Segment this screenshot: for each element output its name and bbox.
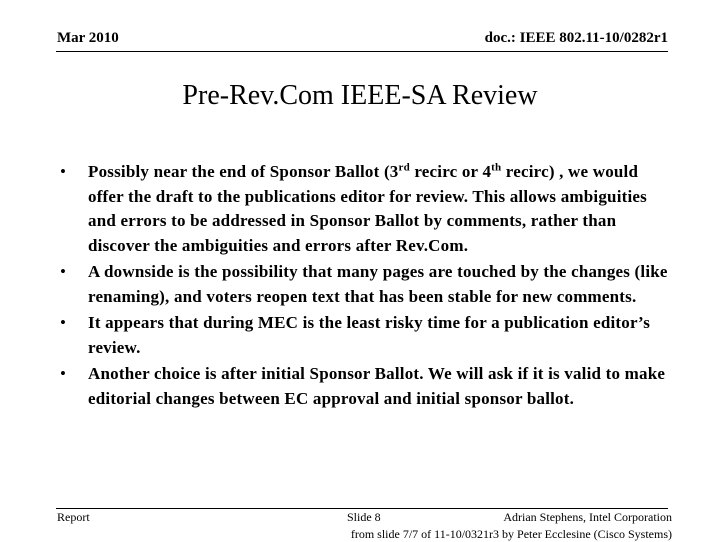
bullet-marker: • bbox=[60, 364, 67, 383]
footer-author: Adrian Stephens, Intel Corporation bbox=[503, 510, 672, 524]
slide-title: Pre-Rev.Com IEEE-SA Review bbox=[182, 80, 538, 111]
bullet-marker: • bbox=[60, 262, 67, 281]
bullet-text: It appears that during MEC is the least risky time for a publication editor’s review. bbox=[88, 313, 651, 357]
bullet-text-part: recirc) , we would offer the draft to the publications editor for review. This allows ambiguities and errors to be addressed in Sponsor Ballot by comments, rather than discover the ambiguities and errors after Rev.Com. bbox=[88, 162, 647, 255]
footer-source: from slide 7/7 of 11-10/0321r3 by Peter Ecclesine (Cisco Systems) bbox=[350, 527, 672, 541]
bullet-item bbox=[60, 260, 670, 309]
footer-rule bbox=[56, 508, 668, 509]
bullet-text-part: Possibly near the end of Sponsor Ballot (3 bbox=[88, 162, 399, 181]
bullet-text: A downside is the possibility that many pages are touched by the changes (like renaming), and voters reopen text that has been stable for new comments. bbox=[88, 262, 668, 306]
footer-left: Report bbox=[57, 510, 90, 524]
header-rule bbox=[56, 51, 668, 52]
bullet-marker: • bbox=[60, 313, 67, 332]
bullet-item bbox=[60, 362, 670, 411]
bullet-list bbox=[60, 160, 670, 413]
superscript: th bbox=[491, 161, 502, 174]
bullet-marker: • bbox=[60, 162, 67, 181]
superscript: rd bbox=[398, 161, 410, 174]
footer-slide-number: Slide 8 bbox=[347, 510, 381, 524]
header-doc-id: doc.: IEEE 802.11-10/0282r1 bbox=[484, 30, 668, 46]
bullet-item bbox=[60, 160, 670, 258]
header-date: Mar 2010 bbox=[57, 30, 119, 46]
bullet-text-part: recirc or 4 bbox=[409, 162, 492, 181]
bullet-text: Another choice is after initial Sponsor Ballot. We will ask if it is valid to make editorial changes between EC approval and initial sponsor ballot. bbox=[88, 364, 666, 408]
bullet-item bbox=[60, 311, 670, 360]
